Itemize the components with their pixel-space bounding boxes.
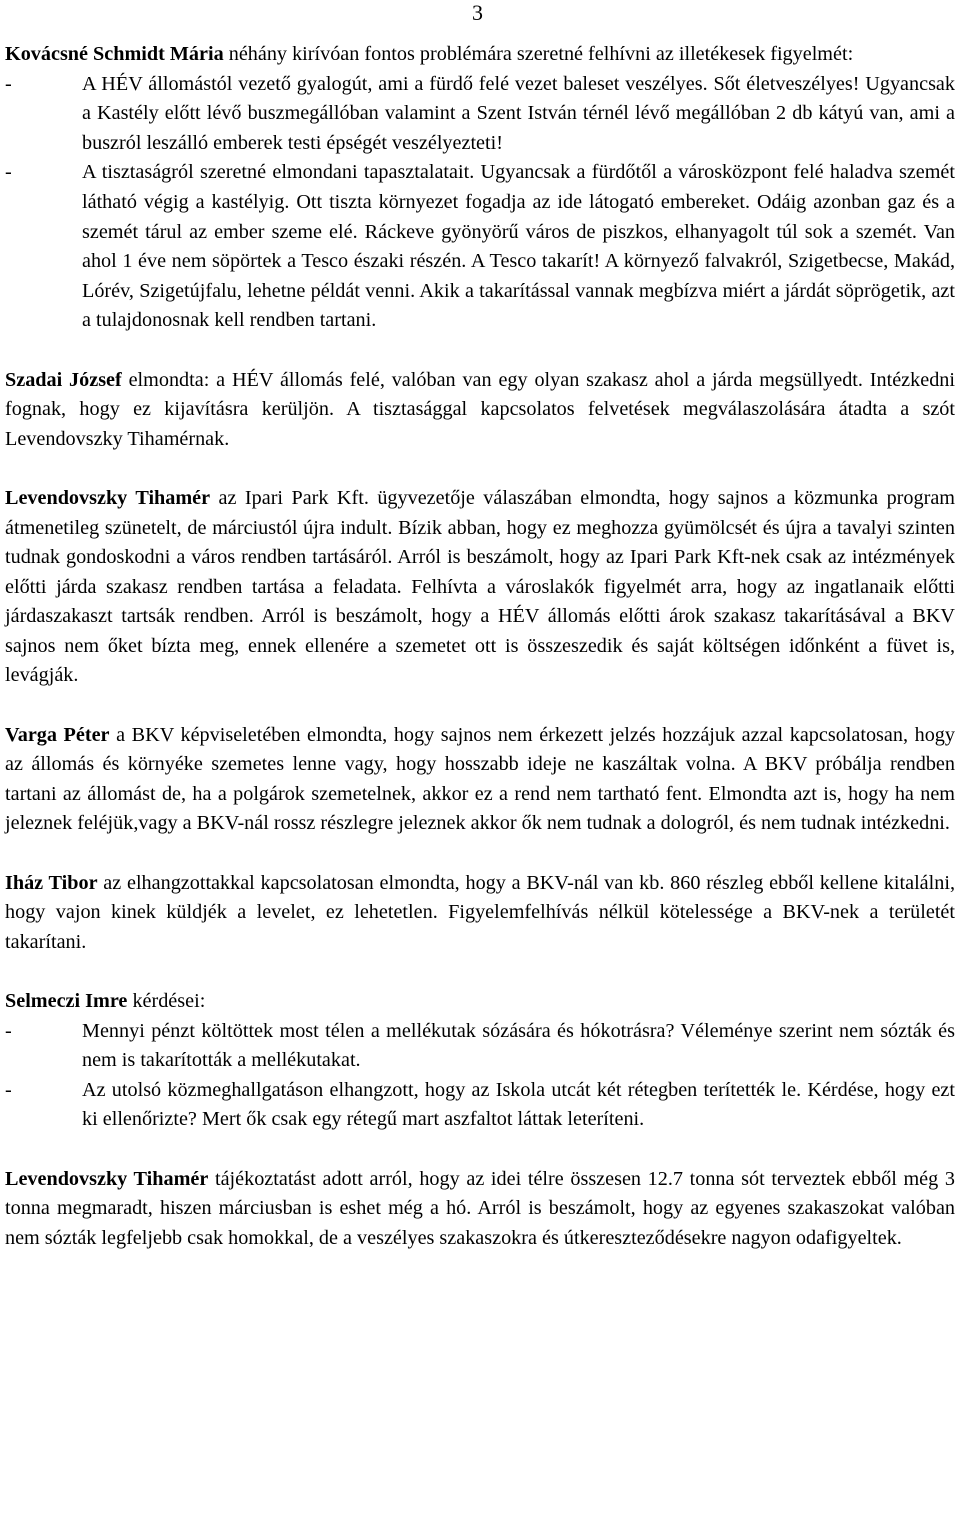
list-item-text: A HÉV állomástól vezető gyalogút, ami a fürdő felé vezet baleset veszélyes. Sőt életveszélyes! Ugyancsak a Kastély előtt lévő buszmegállóban valamint a Szent István térnél lévő megállóban 2 db kátyú van, ami a buszról leszálló emberek testi épségét veszélyezteti! xyxy=(82,72,955,154)
speaker-name: Kovácsné Schmidt Mária xyxy=(5,43,224,65)
dash-marker: - xyxy=(5,161,12,184)
list-item xyxy=(5,1076,955,1135)
section-kovacsne xyxy=(5,40,955,336)
list-item xyxy=(5,70,955,159)
section-varga xyxy=(5,721,955,839)
section-ihasz xyxy=(5,869,955,958)
paragraph-intro: néhány kirívóan fontos problémára szeretné felhívni az illetékesek figyelmét: xyxy=(223,43,854,65)
paragraph-text: a BKV képviseletében elmondta, hogy sajnos nem érkezett jelzés hozzájuk azzal kapcsolatosan, hogy az állomás és környéke szemetes lenne vagy, hogy hosszabb ideje ne kaszáltak volna. A BKV próbálja rendben tartani az állomást de, ha a polgárok szemetelnek, akkor ez a rend nem tartható fent. Elmondta azt is, hogy ha nem jeleznek feléjük,vagy a BKV-nál rossz részlegre jeleznek akkor ők nem tudnak a dologról, és nem tudnak intézkedni. xyxy=(5,723,955,835)
bullet-list xyxy=(5,1017,955,1135)
paragraph-text: az elhangzottakkal kapcsolatosan elmondta, hogy a BKV-nál van kb. 860 részleg ebből kellene kitalálni, hogy vajon kinek küldjék a levelet, ez lehetetlen. Figyelemfelhívás nélkül kötelessége a BKV-nek a területét takarítani. xyxy=(5,871,955,953)
page-number: 3 xyxy=(472,0,483,25)
list-item xyxy=(5,1017,955,1076)
speaker-name: Iház Tibor xyxy=(5,871,98,894)
paragraph-text: tájékoztatást adott arról, hogy az idei télre összesen 12.7 tonna sót terveztek ebből még 3 tonna megmaradt, hiszen márciusban is eshet még a hó. Arról is beszámolt, hogy az egyenes szakaszokat valóban nem sózták legfeljebb csak homokkal, de a veszélyes szakaszokra és útkereszteződésekre nagyon odafigyeltek. xyxy=(5,1167,955,1249)
list-item-text: Mennyi pénzt költöttek most télen a mellékutak sózására és hókotrásra? Véleménye szerint nem sózták és nem is takarították a mellékutakat. xyxy=(82,1019,955,1072)
bullet-list xyxy=(5,70,955,336)
list-item-text: A tisztaságról szeretné elmondani tapasztalatait. Ugyancsak a fürdőtől a városközpont felé haladva szemét látható végig a kastélyig. Ott tiszta környezet fogadja az ide látogató embereket. Odáig azonban gaz és a szemét tárul az ember szeme elé. Ráckeve gyönyörű város de piszkos, elhanyagolt túl sok a szemét. Van ahol 1 éve nem söpörtek a Tesco északi részén. A Tesco takarít! A környező falvakról, Szigetbecse, Makád, Lórév, Szigetújfalu, lehetne példát venni. Akik a takarítással vannak megbízva miért a járdát söprögetik, azt a tulajdonosnak kell rendben tartani. xyxy=(82,161,955,332)
section-selmeczi xyxy=(5,987,955,1135)
dash-marker: - xyxy=(5,72,12,95)
speaker-name: Szadai József xyxy=(5,368,122,391)
paragraph-text: elmondta: a HÉV állomás felé, valóban van egy olyan szakasz ahol a járda megsüllyedt. Intézkedni fognak, hogy ez kijavításra kerüljön. A tisztasággal kapcsolatos felvetések megválaszolására átadta a szót Levendovszky Tihamérnak. xyxy=(5,368,955,450)
list-item-text: Az utolsó közmeghallgatáson elhangzott, hogy az Iskola utcát két rétegben terítették le. Kérdése, hogy ezt ki ellenőrizte? Mert ők csak egy rétegű mart aszfaltot láttak leteríteni. xyxy=(82,1078,955,1131)
section-levendovszky-1 xyxy=(5,484,955,691)
paragraph-intro: kérdései: xyxy=(127,990,206,1012)
minutes-body xyxy=(5,40,955,1253)
section-szadai xyxy=(5,366,955,455)
dash-marker: - xyxy=(5,1019,12,1042)
speaker-name: Levendovszky Tihamér xyxy=(5,1167,209,1190)
section-levendovszky-2 xyxy=(5,1165,955,1254)
speaker-name: Varga Péter xyxy=(5,723,110,746)
speaker-name: Levendovszky Tihamér xyxy=(5,486,211,509)
paragraph-text: az Ipari Park Kft. ügyvezetője válaszában elmondta, hogy sajnos a közmunka program átmenetileg szünetelt, de márciustól újra indult. Bízik abban, hogy ez meghozza gyümölcsét és újra a tavalyi szinten tudnak gondoskodni a város rendben tartásáról. Arról is beszámolt, hogy az Ipari Park Kft-nek csak az intézmények előtti járda szakasz rendben tartása a feladata. Felhívta a városlakók figyelmét arra, hogy az ingatlanaik előtti járdaszakaszt tartsák rendben. Arról is beszámolt, hogy a HÉV állomás előtti árok szakasz takarításával a BKV sajnos nem őket bízta meg, ennek ellenére a szemetet ott is összeszedik és saját költségen időnként a füvet is, levágják. xyxy=(5,486,955,687)
dash-marker: - xyxy=(5,1078,12,1101)
speaker-name: Selmeczi Imre xyxy=(5,990,128,1012)
list-item xyxy=(5,158,955,336)
